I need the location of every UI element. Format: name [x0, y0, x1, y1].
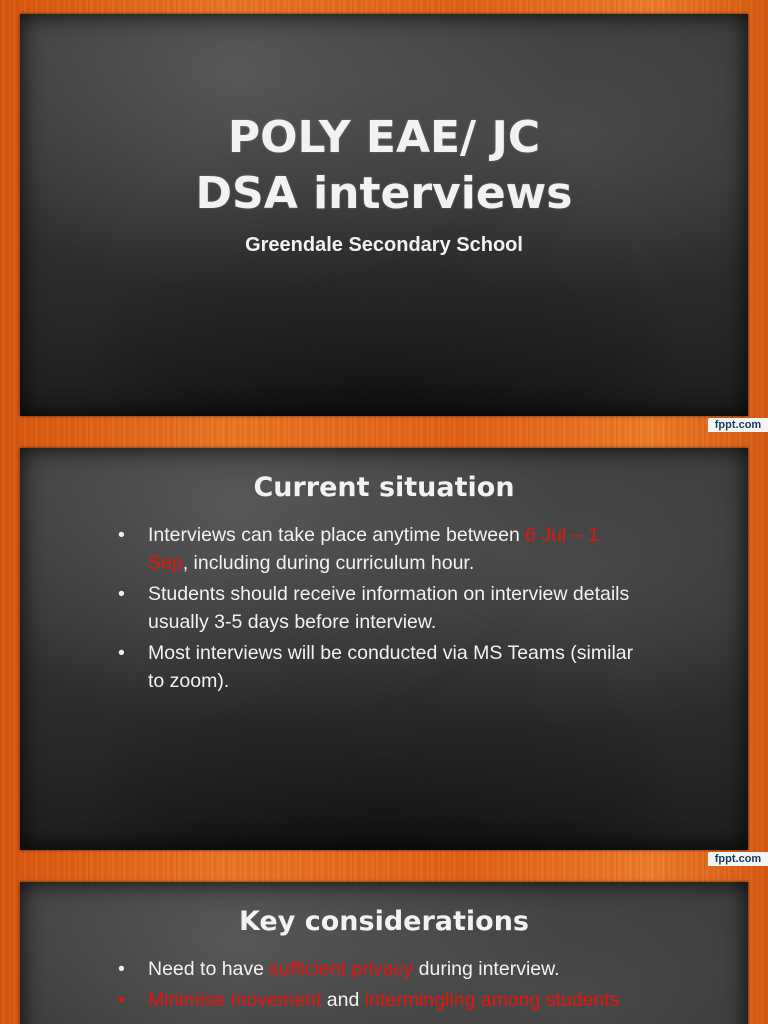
presentation-title — [20, 110, 748, 222]
bullet-text: during interview. — [413, 958, 560, 980]
fppt-watermark: fppt.com — [708, 418, 768, 432]
slide-key-considerations — [0, 868, 768, 1024]
title-line-1: POLY EAE/ JC — [227, 112, 541, 163]
chalkboard — [20, 448, 748, 850]
fppt-watermark: fppt.com — [708, 852, 768, 866]
date-range-highlight: 6 Jul – 1 Sep — [148, 524, 599, 574]
bullet-text: , including during curriculum hour. — [182, 552, 475, 574]
bullet-text: Students should receive information on interview details usually 3-5 days before interview. — [148, 583, 630, 633]
bullet-icon: • — [118, 958, 125, 980]
bullet-icon: • — [118, 642, 125, 664]
intermingling-highlight: intermingling among students — [364, 989, 620, 1011]
bullet-text: and — [321, 989, 365, 1011]
school-name: Greendale Secondary School — [245, 234, 523, 256]
slide-heading: Current situation — [253, 472, 515, 503]
bullet-item — [116, 639, 636, 695]
bullet-list — [116, 955, 636, 1017]
bullet-item — [116, 521, 636, 577]
title-line-2: DSA interviews — [195, 168, 573, 219]
bullet-text: Interviews can take place anytime between — [148, 524, 526, 546]
slide-title — [0, 0, 768, 434]
chalkboard — [20, 882, 748, 1024]
privacy-highlight: sufficient privacy — [269, 958, 414, 980]
bullet-item — [116, 580, 636, 636]
bullet-item — [116, 955, 636, 983]
bullet-list — [116, 521, 636, 698]
slide-heading: Key considerations — [238, 906, 530, 937]
movement-highlight: Minimise movement — [148, 989, 322, 1011]
bullet-icon: • — [118, 524, 125, 546]
slide-current-situation — [0, 434, 768, 868]
bullet-text: Most interviews will be conducted via MS Teams (similar to zoom). — [148, 642, 634, 692]
chalkboard — [20, 14, 748, 416]
bullet-item — [116, 986, 636, 1014]
bullet-text: Need to have — [148, 958, 270, 980]
bullet-icon: • — [118, 989, 125, 1011]
bullet-icon: • — [118, 583, 125, 605]
